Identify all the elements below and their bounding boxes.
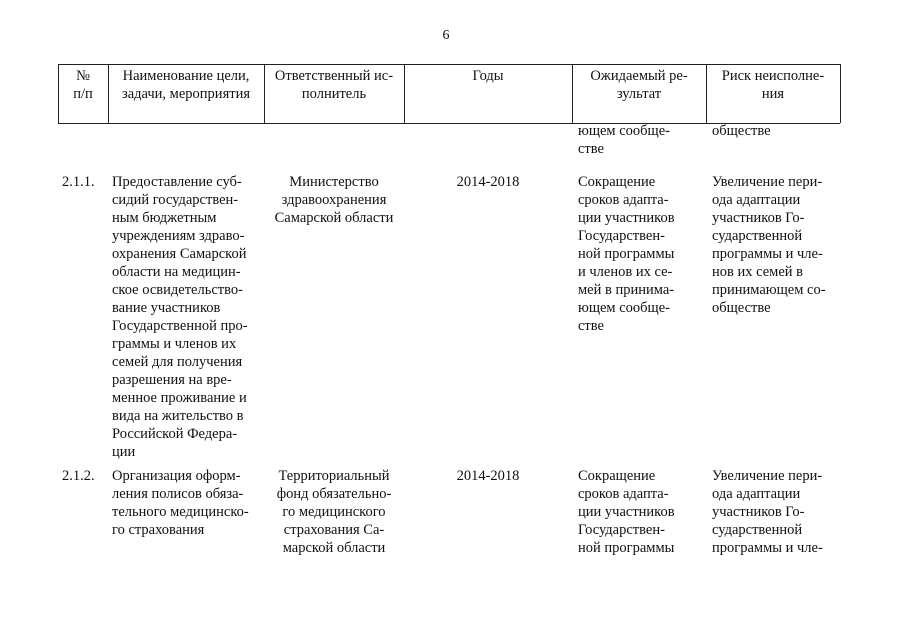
row-name: Предоставление суб- сидий государствен- ным бюджетным учреждениям здраво- охранения Самарской области на медицин- ское освидетельство- вание участников Государственной про- граммы и членов их семей для получения разрешения на вре- менное проживание и вида на жительство в Российской Федера- ции [112,174,248,460]
row-risk: Увеличение пери- ода адаптации участников Го- сударственной программы и чле- [712,468,823,556]
row-executor: Министерство здравоохранения Самарской области [274,174,394,226]
row-number: 2.1.1. [62,174,95,190]
row-risk: Увеличение пери- ода адаптации участников Го- сударственной программы и чле- нов их семей в принимающем со- обществе [712,174,826,316]
header-years: Годы [472,68,504,84]
row-number: 2.1.2. [62,468,95,484]
row-years: 2014-2018 [456,468,520,484]
table-border-right [840,64,841,123]
header-result: Ожидаемый ре- зультат [590,68,688,102]
continuation-risk: обществе [712,123,771,139]
header-number: № п/п [73,68,93,102]
row-result: Сокращение сроков адапта- ции участников Государствен- ной программы и членов их се- мей в принима- ющем сообще- стве [578,174,675,334]
continuation-result: ющем сообще- стве [578,123,670,157]
row-result: Сокращение сроков адапта- ции участников Государствен- ной программы [578,468,675,556]
row-years: 2014-2018 [456,174,520,190]
header-executor: Ответственный ис- полнитель [274,68,394,102]
page-number: 6 [442,28,450,43]
row-executor: Территориальный фонд обязательно- го медицинского страхования Са- марской области [276,468,392,556]
header-name: Наименование цели, задачи, мероприятия [121,68,250,102]
row-name: Организация оформ- ления полисов обяза- тельного медицинско- го страхования [112,468,249,538]
header-risk: Риск неисполне- ния [721,68,825,102]
